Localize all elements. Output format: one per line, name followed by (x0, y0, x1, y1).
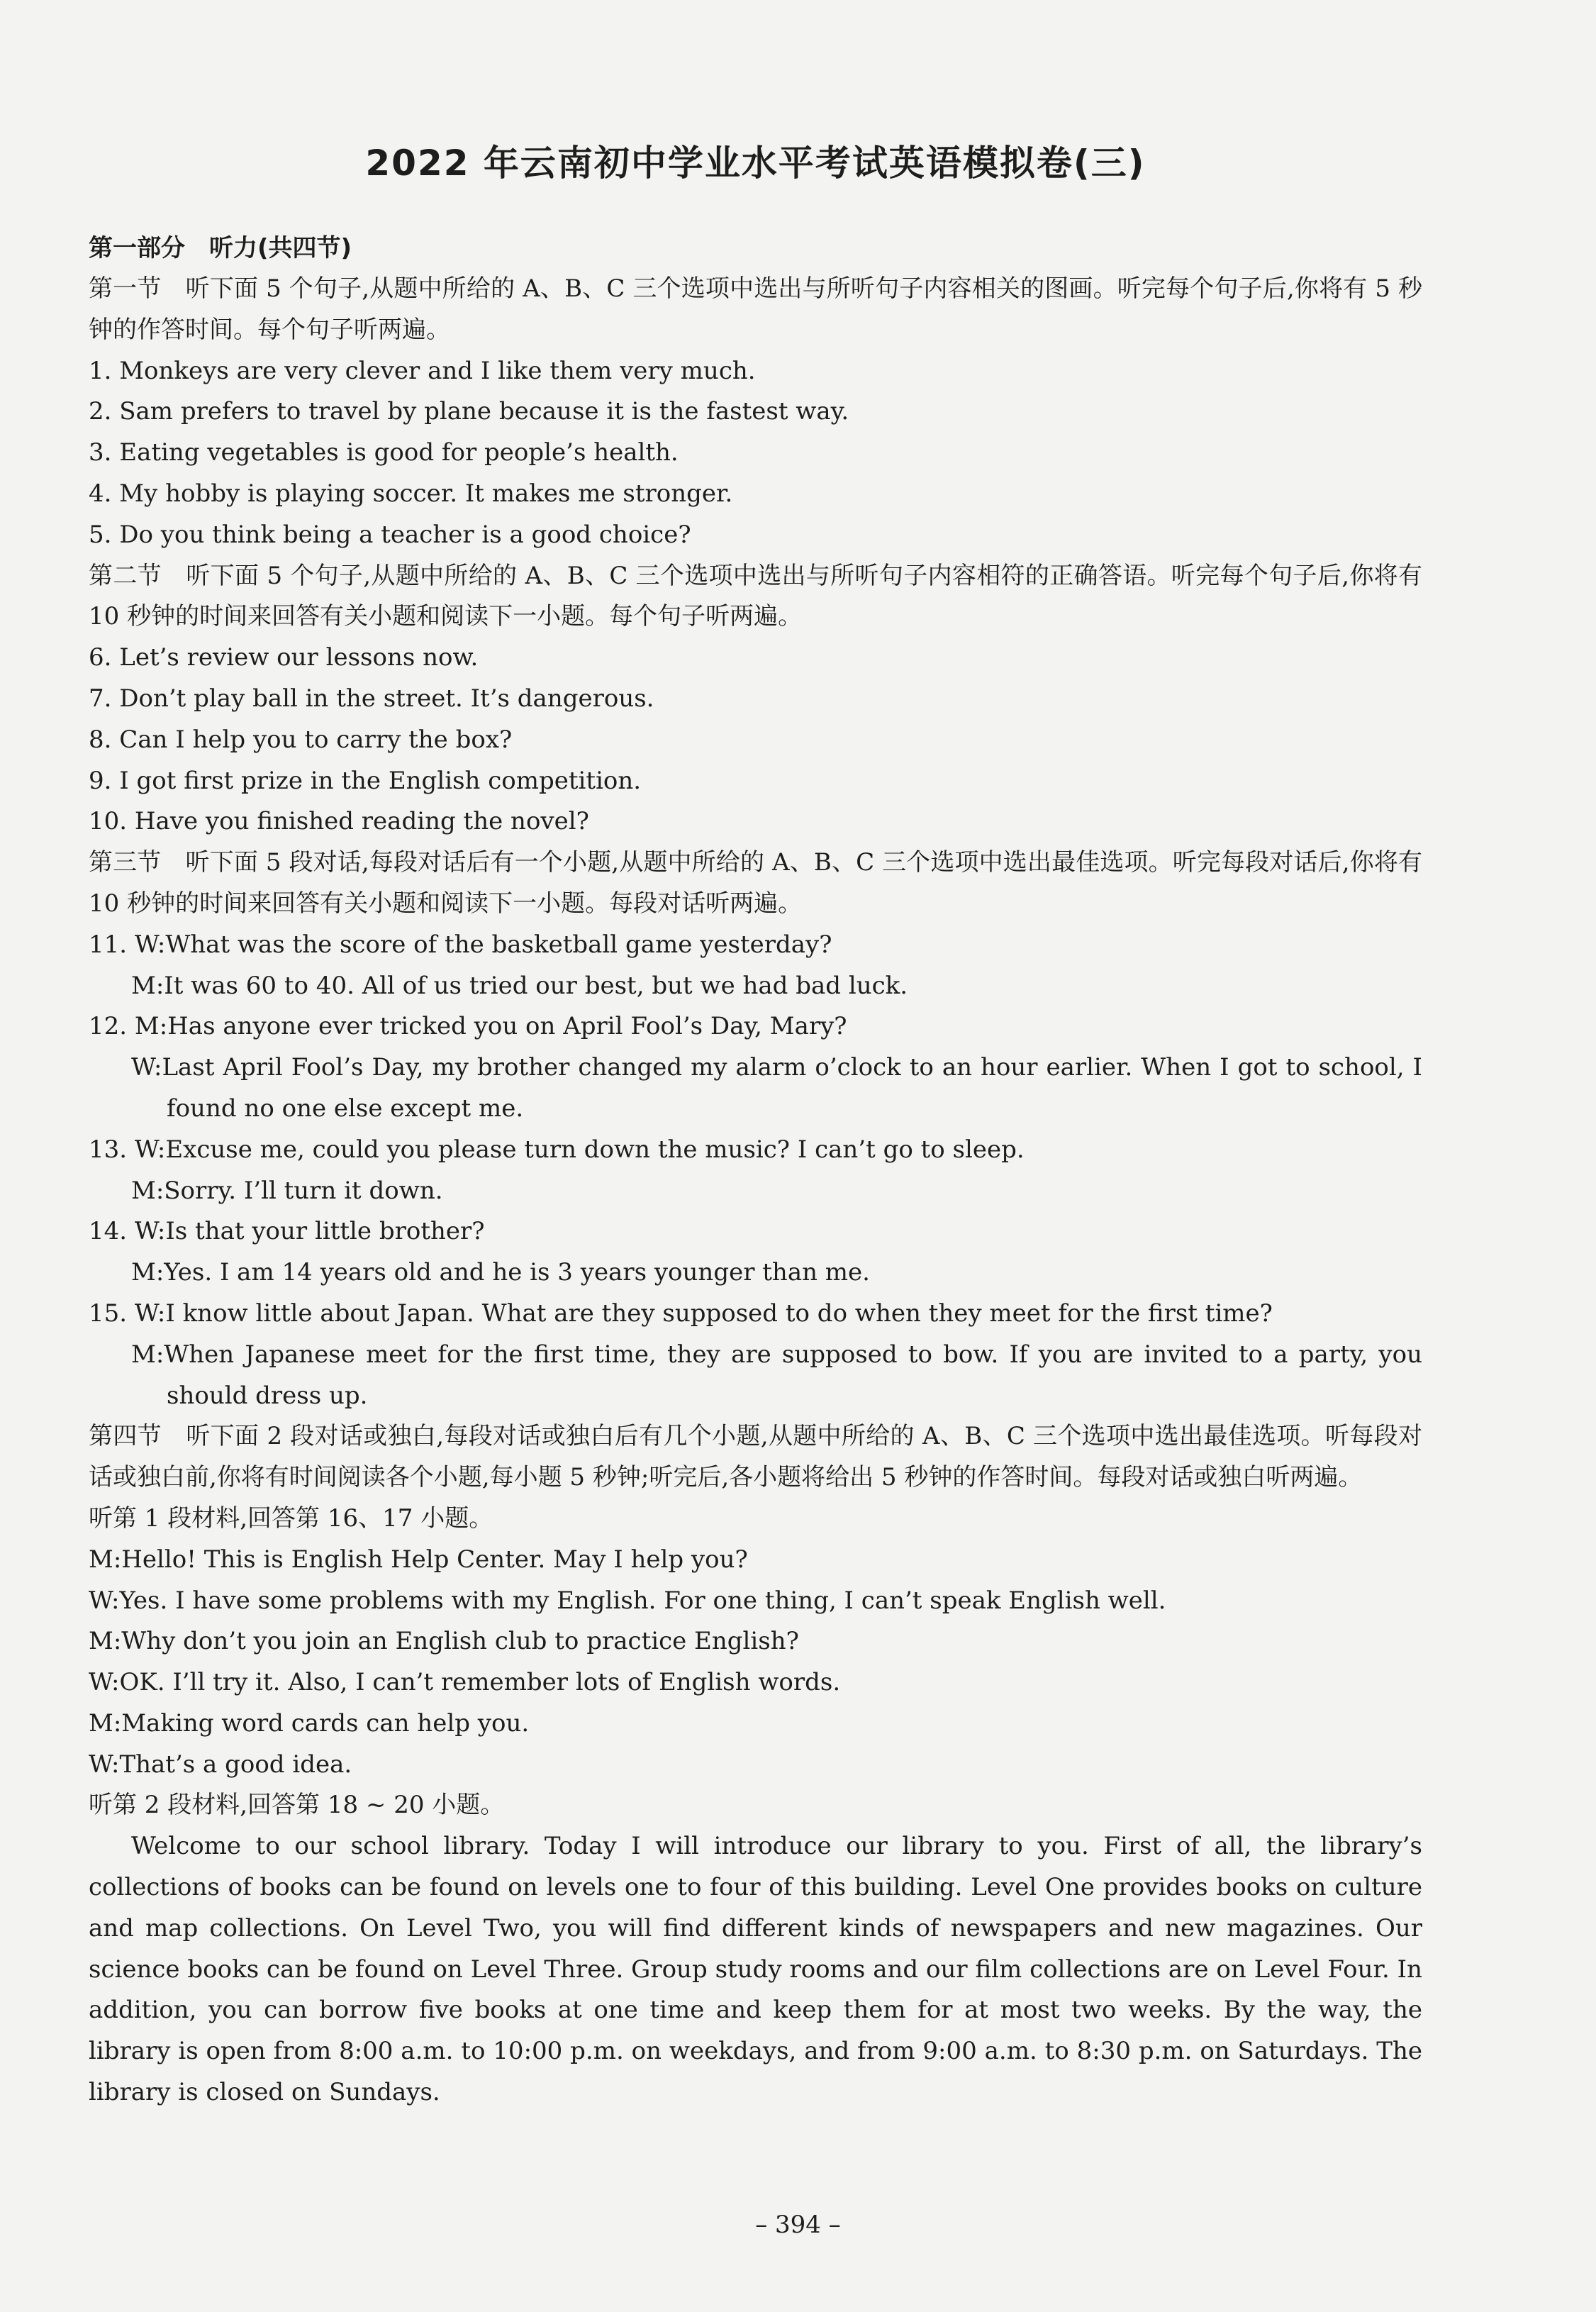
section1-item-1: 1. Monkeys are very clever and I like them very much. (89, 356, 756, 385)
section2-item-9: 9. I got first prize in the English competition. (89, 766, 642, 795)
section1-item-2: 2. Sam prefers to travel by plane because it is the fastest way. (89, 397, 849, 426)
material1-line: W:Yes. I have some problems with my English. For one thing, I can’t speak English well. (89, 1586, 1166, 1615)
section2-item-6: 6. Let’s review our lessons now. (89, 643, 479, 672)
dialogue-15-question: 15. W:I know little about Japan. What are they supposed to do when they meet for the first time? (89, 1299, 1273, 1328)
page-number: – 394 – (755, 2211, 841, 2239)
part-heading: 第一部分 听力(共四节) (89, 234, 352, 262)
exam-title: 2022 年云南初中学业水平考试英语模拟卷(三) (365, 143, 1146, 184)
section1-item-4: 4. My hobby is playing soccer. It makes me stronger. (89, 479, 733, 508)
material1-line: M:Why don’t you join an English club to practice English? (89, 1627, 799, 1656)
material2-heading: 听第 2 段材料,回答第 18 ~ 20 小题。 (89, 1791, 505, 1820)
material1-line: W:OK. I’ll try it. Also, I can’t remember lots of English words. (89, 1668, 841, 1697)
dialogue-13-answer: M:Sorry. I’ll turn it down. (131, 1176, 443, 1205)
dialogue-14-question: 14. W:Is that your little brother? (89, 1217, 485, 1246)
section2-item-8: 8. Can I help you to carry the box? (89, 725, 513, 754)
section3-instruction: 第三节 听下面 5 段对话,每段对话后有一个小题,从题中所给的 A、B、C 三个选项中选出最佳选项。听完每段对话后,你将有 10 秒钟的时间来回答有关小题和阅读下一小题。每段对话听两遍。 (89, 848, 1422, 918)
section1-item-5: 5. Do you think being a teacher is a good choice? (89, 520, 691, 549)
section2-instruction: 第二节 听下面 5 个句子,从题中所给的 A、B、C 三个选项中选出与所听句子内容相符的正确答语。听完每个句子后,你将有 10 秒钟的时间来回答有关小题和阅读下一小题。每个句子听两遍。 (89, 561, 1422, 631)
material2-monologue: Welcome to our school library. Today I will introduce our library to you. First of all, the library’s collections of books can be found on levels one to four of this building. Level One provides books on culture and map collections. On Level Two, you will find different kinds of newspapers and new magazines. Our science books can be found on Level Three. Group study rooms and our film collections are on Level Four. In addition, you can borrow five books at one time and keep them for at most two weeks. By the way, the library is open from 8:00 a.m. to 10:00 p.m. on weekdays, and from 9:00 a.m. to 8:30 p.m. on Saturdays. The library is closed on Sundays. (89, 1832, 1422, 2107)
dialogue-11-question: 11. W:What was the score of the basketball game yesterday? (89, 930, 832, 959)
material1-line: W:That’s a good idea. (89, 1750, 352, 1779)
dialogue-11-answer: M:It was 60 to 40. All of us tried our best, but we had bad luck. (131, 971, 908, 1000)
section1-item-3: 3. Eating vegetables is good for people’s health. (89, 438, 679, 467)
material1-line: M:Making word cards can help you. (89, 1708, 530, 1738)
material1-heading: 听第 1 段材料,回答第 16、17 小题。 (89, 1504, 493, 1533)
dialogue-14-answer: M:Yes. I am 14 years old and he is 3 years younger than me. (131, 1258, 870, 1287)
dialogue-13-question: 13. W:Excuse me, could you please turn down the music? I can’t go to sleep. (89, 1135, 1025, 1164)
dialogue-12-answer: W:Last April Fool’s Day, my brother changed my alarm o’clock to an hour earlier. When I got to school, I found no one else except me. (131, 1053, 1422, 1123)
section4-instruction: 第四节 听下面 2 段对话或独白,每段对话或独白后有几个小题,从题中所给的 A、B、C 三个选项中选出最佳选项。听每段对话或独白前,你将有时间阅读各个小题,每小题 5 秒钟;听完后,各小题将给出 5 秒钟的作答时间。每段对话或独白听两遍。 (89, 1422, 1422, 1492)
dialogue-12-question: 12. M:Has anyone ever tricked you on April Fool’s Day, Mary? (89, 1012, 847, 1041)
section2-item-10: 10. Have you finished reading the novel? (89, 807, 589, 836)
material1-line: M:Hello! This is English Help Center. May I help you? (89, 1545, 748, 1574)
section1-instruction: 第一节 听下面 5 个句子,从题中所给的 A、B、C 三个选项中选出与所听句子内容相关的图画。听完每个句子后,你将有 5 秒钟的作答时间。每个句子听两遍。 (89, 274, 1422, 344)
section2-item-7: 7. Don’t play ball in the street. It’s dangerous. (89, 684, 654, 713)
dialogue-15-answer: M:When Japanese meet for the first time, they are supposed to bow. If you are invited to a party, you should dress up. (131, 1340, 1422, 1410)
